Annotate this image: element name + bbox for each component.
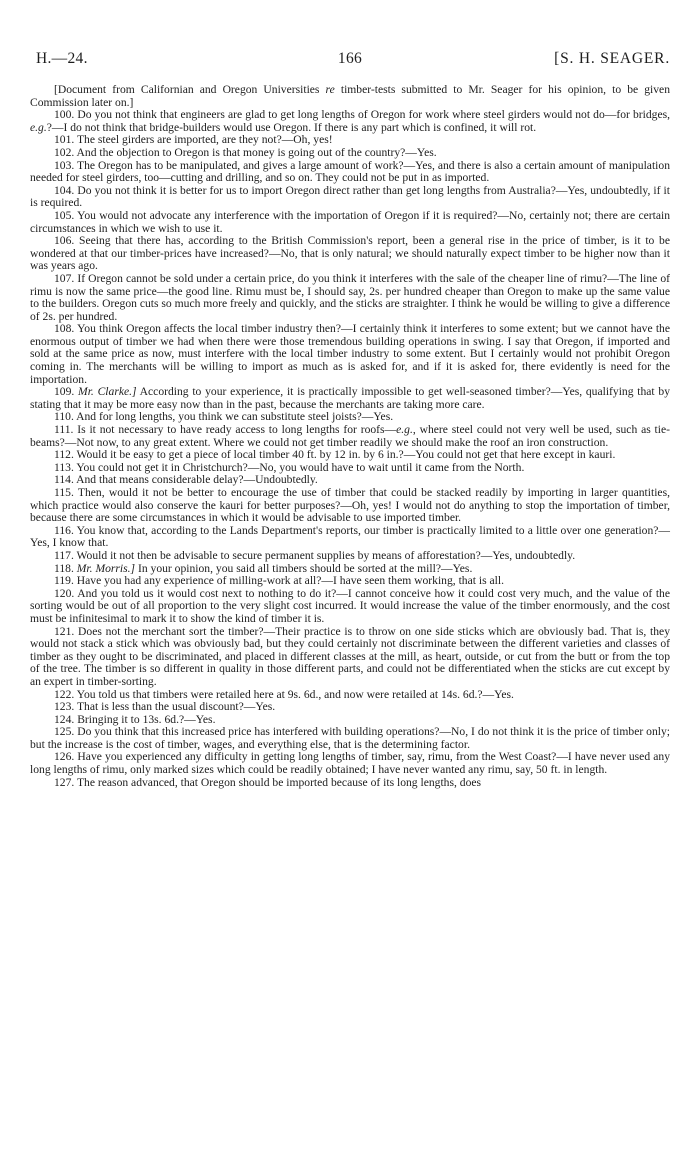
question-answer-paragraph: 108. You think Oregon affects the local timber industry then?—I certainly think it interferes to some extent; but we cannot have the enormous output of timber we had when there were those tremendous building operations in swing. I say that Oregon, if imported and sold at the same price as now, must interfere with the local timber industry to some extent. But I certainly would not prohibit Oregon coming in. The merchants will be willing to import as much as is asked for, and if it is asked for, there evidently is need for the importation. [30, 322, 670, 386]
question-answer-paragraph: 126. Have you experienced any difficulty in getting long lengths of timber, say, rimu, from the West Coast?—I have never used any long lengths of rimu, only marked sizes which could be readily obtained; I have never wanted any rimu, say, 50 ft. in length. [30, 750, 670, 777]
question-answer-paragraph: 122. You told us that timbers were retailed here at 9s. 6d., and now were retailed at 14s. 6d.?—Yes. [54, 687, 514, 701]
question-answer-paragraph: 107. If Oregon cannot be sold under a certain price, do you think it interferes with the sale of the cheaper line of rimu?—The line of rimu is now the same price—the good line. Rimu must be, I should say, 2s. per hundred cheaper than Oregon to make up the same value to the builders. Oregon cuts so much more freely and quickly, and the sticks are straighter. I think he would be willing to give a difference of 2s. per hundred. [30, 271, 670, 323]
question-answer-paragraph: 100. Do you not think that engineers are glad to get long lengths of Oregon for work where steel girders would not do—for bridges, e.g.?—I do not think that bridge-builders would use Oregon. If there is any part which is confined, it will rot. [30, 108, 670, 134]
question-answer-paragraph: 106. Seeing that there has, according to the British Commission's report, been a general rise in the price of timber, is it to be wondered at that our timber-prices have increased?—No, that is only natural; we should naturally expect timber to be higher now than it was years ago. [30, 234, 670, 273]
question-answer-paragraph: 102. And the objection to Oregon is that money is going out of the country?—Yes. [54, 145, 437, 159]
page-header [30, 50, 670, 72]
question-answer-paragraph: 121. Does not the merchant sort the timber?—Their practice is to throw on one side sticks which are obviously bad. That is, they would not stack a stick which was obviously bad, but they could certainly not discriminate between the different varieties and classes of timber as they ought to be discriminated, and placed in different classes at the mill, as heart, outside, or cut from the butt or from the top of the tree. The timber is so different in quality in those different parts, and could not be differentiated when the sticks are cut except by an expert in timber-sorting. [30, 624, 670, 688]
question-answer-paragraph: 105. You would not advocate any interference with the importation of Oregon if it is required?—No, certainly not; there are certain circumstances in which we wish to use it. [30, 208, 670, 235]
question-answer-paragraph: 117. Would it not then be advisable to secure permanent supplies by means of afforestation?—Yes, undoubtedly. [54, 548, 576, 562]
question-answer-paragraph: 114. And that means considerable delay?—Undoubtedly. [54, 473, 318, 487]
question-answer-paragraph: 104. Do you not think it is better for us to import Oregon direct rather than get long lengths from Australia?—Yes, undoubtedly, if it is required. [30, 183, 670, 210]
question-answer-paragraph: 116. You know that, according to the Lands Department's reports, our timber is practically limited to a little over one generation?—Yes, I know that. [30, 523, 670, 550]
question-answer-paragraph: 103. The Oregon has to be manipulated, and gives a large amount of work?—Yes, and there is also a certain amount of manipulation needed for steel girders, too—cutting and drilling, and so on. They could not be put in as imported. [30, 158, 670, 185]
question-answer-paragraph: 113. You could not get it in Christchurch?—No, you would have to wait until it came from the North. [54, 460, 525, 474]
report-reference: H.—24. [36, 50, 88, 67]
question-answer-paragraph: 125. Do you think that this increased price has interfered with building operations?—No, I do not think it is the price of timber only; but the increase is the cost of timber, wages, and everything else, that is the determining factor. [30, 725, 670, 751]
question-answer-paragraph: 112. Would it be easy to get a piece of local timber 40 ft. by 12 in. by 6 in.?—You could not get that here except in kauri. [54, 448, 616, 462]
bracketed-note: [Document from Californian and Oregon Universities re timber-tests submitted to Mr. Seager for his opinion, to be given Commission later on.] [30, 83, 670, 109]
question-answer-paragraph: 101. The steel girders are imported, are they not?—Oh, yes! [54, 133, 333, 147]
witness-name: [S. H. SEAGER. [554, 50, 670, 67]
question-answer-paragraph: 123. That is less than the usual discount?—Yes. [54, 700, 276, 714]
question-answer-paragraph: 110. And for long lengths, you think we can substitute steel joists?—Yes. [54, 410, 394, 424]
question-answer-paragraph: 127. The reason advanced, that Oregon should be imported because of its long lengths, does [54, 775, 482, 789]
question-answer-paragraph: 120. And you told us it would cost next to nothing to do it?—I cannot conceive how it could cost very much, and the value of the sorting would be out of all proportion to the very slight cost incurred. It would increase the value of the timber enormously, and the cost must be infinitesimal to mark it to show the kind of timber it is. [30, 586, 670, 625]
page-number: 166 [337, 50, 363, 67]
question-answer-paragraph: 109. Mr. Clarke.] According to your experience, it is practically impossible to get well-seasoned timber?—Yes, qualifying that by stating that it may be more easy now than in the past, because the merchants are taking more care. [30, 385, 670, 411]
question-answer-paragraph: 119. Have you had any experience of milling-work at all?—I have seen them working, that is all. [54, 574, 504, 588]
page-body [30, 84, 670, 789]
question-answer-paragraph: 118. Mr. Morris.] In your opinion, you said all timbers should be sorted at the mill?—Yes. [54, 561, 473, 575]
question-answer-paragraph: 111. Is it not necessary to have ready access to long lengths for roofs—e.g., where steel could not very well be used, such as tie-beams?—Not now, to any great extent. Where we could not get timber readily we should make the roof an iron construction. [30, 423, 670, 449]
question-answer-paragraph: 115. Then, would it not be better to encourage the use of timber that could be stacked readily by importing in larger quantities, which practice would also conserve the kauri for better purposes?—Oh, yes! I would not do anything to stop the importation of timber, because there are some circumstances in which it would be advisable to use imported timber. [30, 486, 670, 525]
question-answer-paragraph: 124. Bringing it to 13s. 6d.?—Yes. [54, 712, 216, 726]
